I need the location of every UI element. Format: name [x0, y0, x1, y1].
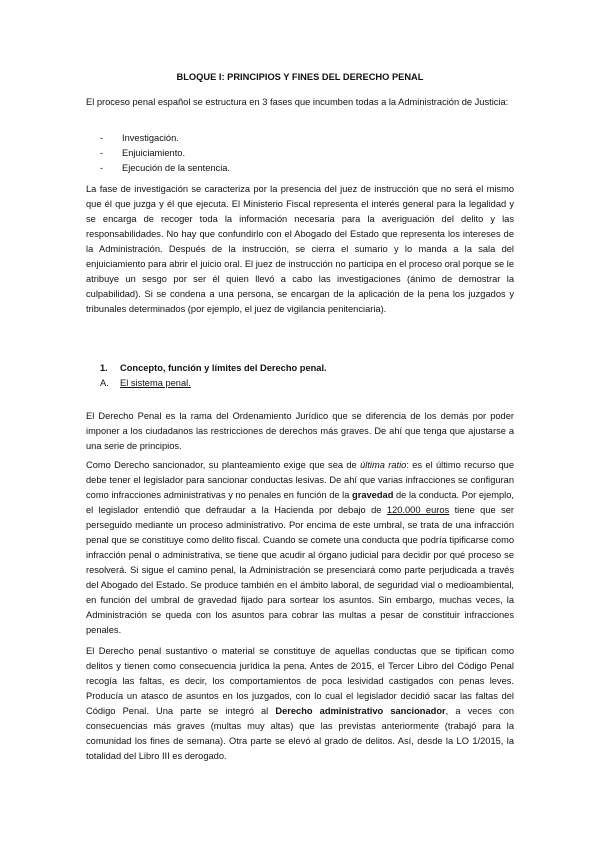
list-item: - Investigación.: [100, 131, 500, 146]
list-dash: -: [100, 163, 104, 173]
document-title: BLOQUE I: PRINCIPIOS Y FINES DEL DERECHO PENAL: [176, 72, 424, 82]
intro-paragraph: El proceso penal español se estructura en 3 fases que incumben todas a la Administración de Justicia:: [86, 97, 509, 107]
list-dash: -: [100, 133, 104, 143]
section-heading-1: 1. Concepto, función y límites del Derecho penal.: [100, 363, 327, 373]
sanctioning-law-paragraph: Como Derecho sancionador, su planteamiento exige que sea de última ratio: es el último recurso que debe tener el legislador para sancionar conductas lesivas. De ahí que varias infracciones se configuran como infracciones administrativas y no penales en función de la gravedad de la conducta. Por ejemplo, el legislador entendió que defraudar a la Hacienda por debajo de 120.000 euros tiene que ser perseguido mediante un proceso administrativo. Por encima de este umbral, se trata de una infracción penal que se constituye como delito fiscal. Cuando se comete una conducta que podría tipificarse como infracción penal o administrativa, se tiene que acudir al órgano judicial para decidir por qué proceso se resolverá. Si sigue el camino penal, la Administración se presenciará como parte perjudicada a través del Abogado del Estado. Se produce también en el ámbito laboral, de seguridad vial o medioambiental, en función del umbral de gravedad fijado para sortear los asuntos. Sin embargo, muchas veces, la Administración se queda con los asuntos para cobrar las multas a pesar de constituir infracciones penales.: [86, 460, 515, 635]
phases-list: [100, 131, 500, 176]
list-item: - Ejecución de la sentencia.: [100, 161, 500, 176]
penal-system-paragraph: El Derecho Penal es la rama del Ordenamiento Jurídico que se diferencia de los demás por poder imponer a los ciudadanos las restricciones de derechos más graves. De ahí que tenga que ajustarse a una serie de principios.: [86, 411, 514, 451]
investigation-paragraph: La fase de investigación se caracteriza por la presencia del juez de instrucción que no será el mismo que él que juzga y él que ejecuta. El Ministerio Fiscal representa el interés general para la legalidad y se encarga de recoger toda la información necesaria para la averiguación del delito y las responsabilidades. No hay que confundirlo con el Abogado del Estado que representa los intereses de la Administración. Después de la instrucción, se cierra el sumario y lo manda a la sala del enjuiciamiento para abrir el juicio oral. El juez de instrucción no participa en el proceso oral porque se le atribuye un sesgo por ser él quien llevó a cabo las investigaciones (ánimo de demostrar la culpabilidad). Si se condena a una persona, se encargan de la aplicación de la pena los juzgados y tribunales determinados (por ejemplo, el juez de vigilancia penitenciaria).: [86, 184, 514, 314]
substantive-law-paragraph: El Derecho penal sustantivo o material se constituye de aquellas conductas que se tipifican como delitos y tienen como consecuencia jurídica la pena. Antes de 2015, el Tercer Libro del Código Penal recogía las faltas, es decir, los comportamientos de poca lesividad castigados con penas leves. Producía un atasco de asuntos en los juzgados, con lo cual el legislador decidió sacar las faltas del Código Penal. Una parte se integró al Derecho administrativo sancionador, a veces con consecuencias más graves (multas muy altas) que las previstas anteriormente (trabajó para la comunidad los fines de semana). Otra parte se elevó al grado de delitos. Así, desde la LO 1/2015, la totalidad del Libro III es derogado.: [86, 646, 514, 761]
list-item: - Enjuiciamiento.: [100, 146, 500, 161]
section-heading-a: A. El sistema penal.: [100, 378, 191, 388]
list-dash: -: [100, 148, 104, 158]
